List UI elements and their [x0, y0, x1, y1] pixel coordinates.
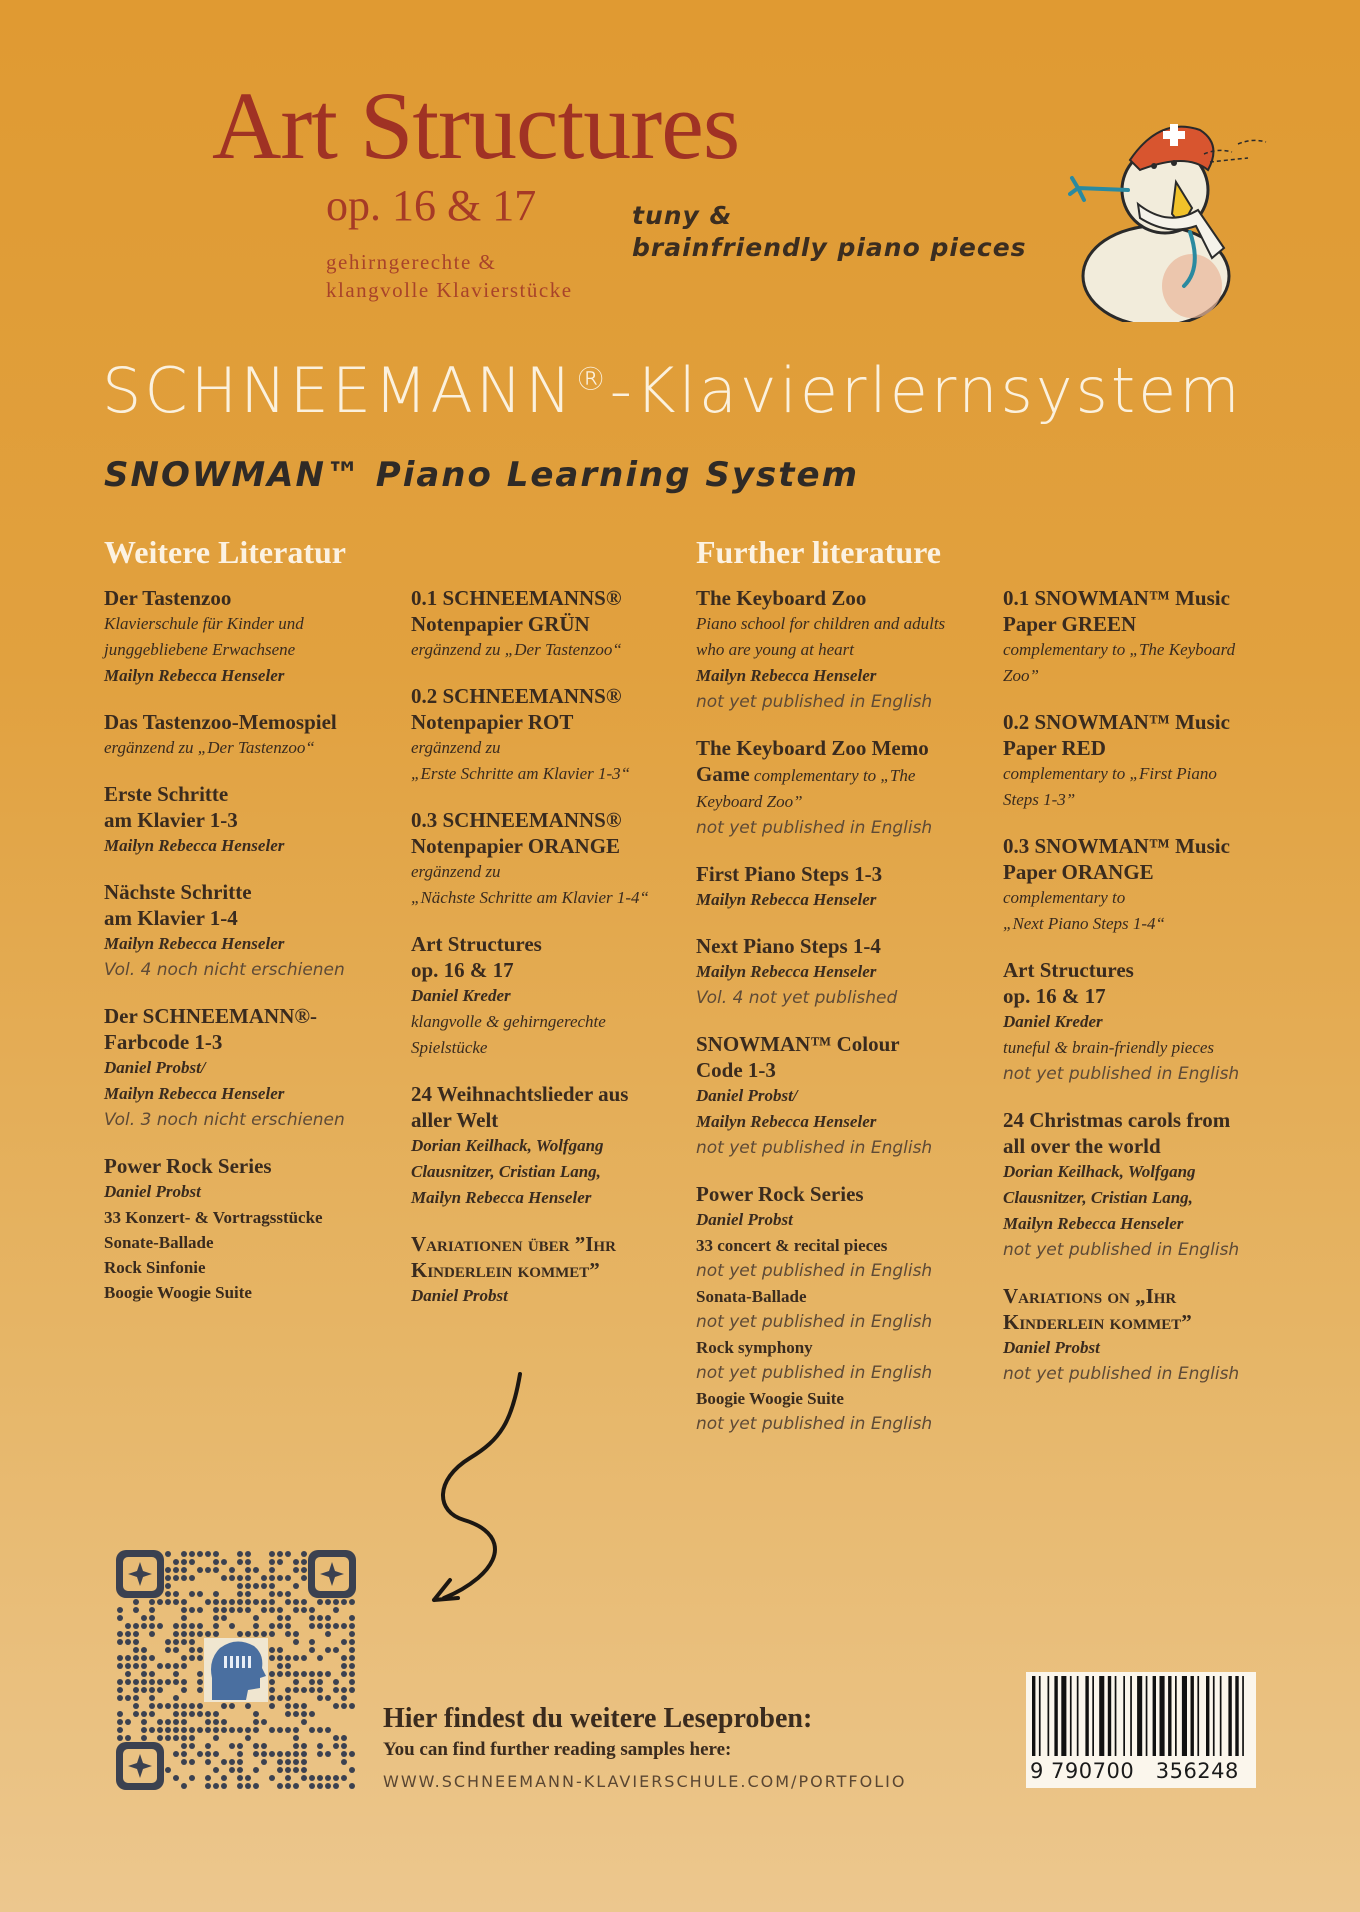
item-author: Mailyn Rebecca Henseler	[696, 890, 877, 909]
subtitle-english-line: tuny &	[632, 201, 733, 230]
item-title-line: am Klavier 1-3	[104, 808, 238, 832]
barcode-number: 9 790700 356248	[1030, 1759, 1239, 1783]
item-title	[1003, 833, 1293, 885]
item-title-line: 0.2 SCHNEEMANNS®	[411, 684, 622, 708]
item-author: Daniel Probst	[104, 1182, 201, 1201]
item-title-line: Art Structures	[411, 932, 542, 956]
item-title-line: 24 Christmas carols from	[1003, 1108, 1231, 1132]
item-description: klangvolle & gehirngerechte	[411, 1012, 606, 1031]
item-title-line: aller Welt	[411, 1108, 499, 1132]
item-note: not yet published in English	[696, 1363, 933, 1383]
list-item	[696, 861, 986, 913]
item-title-line: 0.1 SCHNEEMANNS®	[411, 586, 622, 610]
subtitle-english	[632, 200, 1027, 264]
item-description: „Nächste Schritte am Klavier 1-4“	[411, 888, 649, 907]
item-piece: Rock symphony	[696, 1338, 813, 1357]
item-description: Spielstücke	[411, 1038, 488, 1057]
item-author: Daniel Probst	[696, 1210, 793, 1229]
item-title-line: The Keyboard Zoo Memo	[696, 736, 929, 760]
item-description: ergänzend zu „Der Tastenzoo“	[411, 640, 622, 659]
item-author: Mailyn Rebecca Henseler	[696, 1112, 877, 1131]
item-title-line: SNOWMAN™ Colour	[696, 1032, 900, 1056]
item-description: who are young at heart	[696, 640, 855, 659]
item-title-line: Variationen über ”Ihr	[411, 1232, 616, 1256]
item-title-line: op. 16 & 17	[1003, 984, 1106, 1008]
item-piece: Sonate-Ballade	[104, 1233, 214, 1252]
item-title-line: op. 16 & 17	[411, 958, 514, 982]
item-title: The Keyboard Zoo	[696, 586, 867, 610]
item-title	[1003, 1107, 1293, 1159]
item-title: Der Tastenzoo	[104, 586, 232, 610]
item-title	[411, 1081, 681, 1133]
column-english-left	[696, 585, 986, 1457]
list-item	[104, 1003, 404, 1133]
list-item	[1003, 833, 1293, 937]
subtitle-english-line: brainfriendly piano pieces	[632, 233, 1027, 262]
item-note: not yet published in English	[696, 1138, 933, 1158]
column-german-right	[411, 585, 681, 1329]
list-item	[411, 1231, 681, 1309]
item-piece: Sonata-Ballade	[696, 1287, 807, 1306]
item-description: Klavierschule für Kinder und	[104, 614, 304, 633]
item-author: Dorian Keilhack, Wolfgang	[411, 1136, 604, 1155]
item-title	[411, 931, 681, 983]
item-title	[411, 585, 681, 637]
heading-weitere-literatur: Weitere Literatur	[104, 534, 346, 570]
item-author: Daniel Probst	[411, 1286, 508, 1305]
item-description: junggebliebene Erwachsene	[104, 640, 296, 659]
qr-code[interactable]	[116, 1550, 356, 1790]
item-title	[104, 1003, 404, 1055]
item-description: complementary to „First Piano	[1003, 764, 1217, 783]
list-item	[104, 879, 404, 983]
item-title-line: Game	[696, 762, 750, 786]
item-description: Zoo”	[1003, 666, 1039, 685]
item-author: Mailyn Rebecca Henseler	[1003, 1214, 1184, 1233]
footer-heading: Hier findest du weitere Leseproben:	[383, 1703, 813, 1734]
item-piece: Boogie Woogie Suite	[696, 1389, 844, 1408]
item-piece: 33 concert & recital pieces	[696, 1236, 888, 1255]
item-title-line: Der SCHNEEMANN®-	[104, 1004, 318, 1028]
opus-number: op. 16 & 17	[326, 181, 537, 230]
item-description: Keyboard Zoo”	[696, 792, 803, 811]
item-title: First Piano Steps 1-3	[696, 862, 883, 886]
item-description: Steps 1-3”	[1003, 790, 1076, 809]
item-title-line: Variations on „Ihr	[1003, 1284, 1177, 1308]
item-title-line: Paper ORANGE	[1003, 860, 1154, 884]
item-title-line: Notenpapier ROT	[411, 710, 574, 734]
item-title	[1003, 1283, 1293, 1335]
item-author: Clausnitzer, Cristian Lang,	[1003, 1188, 1193, 1207]
item-title	[411, 807, 681, 859]
item-title	[104, 781, 404, 833]
list-item	[411, 683, 681, 787]
list-item	[1003, 709, 1293, 813]
item-author: Daniel Probst/	[696, 1086, 798, 1105]
item-author: Daniel Probst	[1003, 1338, 1100, 1357]
item-author: Daniel Probst/	[104, 1058, 206, 1077]
list-item	[411, 585, 681, 663]
list-item	[696, 735, 986, 841]
item-piece: Rock Sinfonie	[104, 1258, 206, 1277]
item-title-line: Paper RED	[1003, 736, 1106, 760]
item-author: Daniel Kreder	[1003, 1012, 1103, 1031]
item-title-line: Notenpapier ORANGE	[411, 834, 621, 858]
item-title	[696, 1031, 986, 1083]
system-title-suffix: -Klavierlernsystem	[609, 354, 1243, 427]
item-note: not yet published in English	[696, 1261, 933, 1281]
item-title-line: 0.3 SNOWMAN™ Music	[1003, 834, 1230, 858]
arrow-icon	[420, 1370, 530, 1605]
list-item	[1003, 585, 1293, 689]
item-title-line: Farbcode 1-3	[104, 1030, 223, 1054]
list-item	[104, 709, 404, 761]
item-title	[104, 879, 404, 931]
list-item	[696, 585, 986, 715]
item-description: Piano school for children and adults	[696, 614, 946, 633]
item-title-line: all over the world	[1003, 1134, 1161, 1158]
item-title	[411, 683, 681, 735]
item-title-line: 0.1 SNOWMAN™ Music	[1003, 586, 1230, 610]
portfolio-link[interactable]: WWW.SCHNEEMANN-KLAVIERSCHULE.COM/PORTFOLIO	[383, 1772, 907, 1791]
item-title-line: Kinderlein kommet”	[411, 1258, 600, 1282]
item-description: complementary to „The Keyboard	[1003, 640, 1236, 659]
item-note: not yet published in English	[696, 692, 933, 712]
item-author: Mailyn Rebecca Henseler	[411, 1188, 592, 1207]
item-description: ergänzend zu	[411, 862, 501, 881]
item-title: Power Rock Series	[696, 1182, 864, 1206]
item-note: not yet published in English	[1003, 1064, 1240, 1084]
subtitle-german-line: gehirngerechte &	[326, 250, 497, 274]
item-description: ergänzend zu	[411, 738, 501, 757]
item-title	[1003, 957, 1293, 1009]
registered-mark: ®	[574, 360, 610, 398]
item-description: tuneful & brain-friendly pieces	[1003, 1038, 1215, 1057]
item-description: ergänzend zu „Der Tastenzoo“	[104, 738, 315, 757]
item-note: not yet published in English	[696, 818, 933, 838]
list-item	[696, 1181, 986, 1437]
list-item	[696, 933, 986, 1011]
item-title-line: Nächste Schritte	[104, 880, 252, 904]
item-title-line: Art Structures	[1003, 958, 1134, 982]
item-description: complementary to	[1003, 888, 1126, 907]
item-author: Mailyn Rebecca Henseler	[104, 836, 285, 855]
system-title-main: SCHNEEMANN	[102, 354, 575, 427]
item-author: Daniel Kreder	[411, 986, 511, 1005]
column-english-right	[1003, 585, 1293, 1407]
footer-subheading: You can find further reading samples here:	[383, 1739, 732, 1760]
item-author: Mailyn Rebecca Henseler	[104, 1084, 285, 1103]
item-author: Clausnitzer, Cristian Lang,	[411, 1162, 601, 1181]
item-description: „Erste Schritte am Klavier 1-3“	[411, 764, 631, 783]
item-title: Next Piano Steps 1-4	[696, 934, 881, 958]
item-author: Mailyn Rebecca Henseler	[104, 934, 285, 953]
subtitle-german	[326, 248, 573, 304]
item-title-line: Kinderlein kommet”	[1003, 1310, 1192, 1334]
item-note: not yet published in English	[696, 1414, 933, 1434]
item-title: Das Tastenzoo-Memospiel	[104, 710, 337, 734]
item-note: not yet published in English	[696, 1312, 933, 1332]
item-title-line: Erste Schritte	[104, 782, 229, 806]
item-title-line: Code 1-3	[696, 1058, 776, 1082]
item-title	[1003, 709, 1293, 761]
item-title	[696, 735, 986, 789]
item-note: Vol. 4 noch nicht erschienen	[104, 960, 345, 980]
column-german-left	[104, 585, 404, 1325]
item-title-line: Paper GREEN	[1003, 612, 1137, 636]
item-title	[411, 1231, 681, 1283]
item-title-line: 24 Weihnachtslieder aus	[411, 1082, 629, 1106]
item-author: Mailyn Rebecca Henseler	[696, 666, 877, 685]
list-item	[411, 931, 681, 1061]
title: Art Structures	[212, 72, 740, 179]
item-title-line: Notenpapier GRÜN	[411, 612, 590, 636]
item-title-line: 0.2 SNOWMAN™ Music	[1003, 710, 1230, 734]
list-item	[1003, 1107, 1293, 1263]
item-note: Vol. 3 noch nicht erschienen	[104, 1110, 345, 1130]
subtitle-german-line: klangvolle Klavierstücke	[326, 278, 573, 302]
item-description-inline: complementary to „The	[749, 766, 916, 785]
list-item	[104, 1153, 404, 1305]
item-author: Dorian Keilhack, Wolfgang	[1003, 1162, 1196, 1181]
item-piece: 33 Konzert- & Vortragsstücke	[104, 1208, 323, 1227]
item-description: „Next Piano Steps 1-4“	[1003, 914, 1165, 933]
item-title	[1003, 585, 1293, 637]
item-title-line: am Klavier 1-4	[104, 906, 238, 930]
item-note: not yet published in English	[1003, 1240, 1240, 1260]
system-title-german	[102, 354, 1243, 427]
item-piece: Boogie Woogie Suite	[104, 1283, 252, 1302]
list-item	[1003, 1283, 1293, 1387]
item-title: Power Rock Series	[104, 1154, 272, 1178]
system-title-english: SNOWMAN™ Piano Learning System	[104, 455, 860, 495]
item-author: Mailyn Rebecca Henseler	[696, 962, 877, 981]
list-item	[104, 781, 404, 859]
snowman-illustration	[1068, 108, 1294, 322]
item-author: Mailyn Rebecca Henseler	[104, 666, 285, 685]
barcode-bars	[1026, 1672, 1256, 1758]
item-note: not yet published in English	[1003, 1364, 1240, 1384]
list-item	[696, 1031, 986, 1161]
list-item	[411, 807, 681, 911]
list-item	[411, 1081, 681, 1211]
list-item	[1003, 957, 1293, 1087]
heading-further-literature: Further literature	[696, 534, 941, 570]
list-item	[104, 585, 404, 689]
item-note: Vol. 4 not yet published	[696, 988, 898, 1008]
item-title-line: 0.3 SCHNEEMANNS®	[411, 808, 622, 832]
